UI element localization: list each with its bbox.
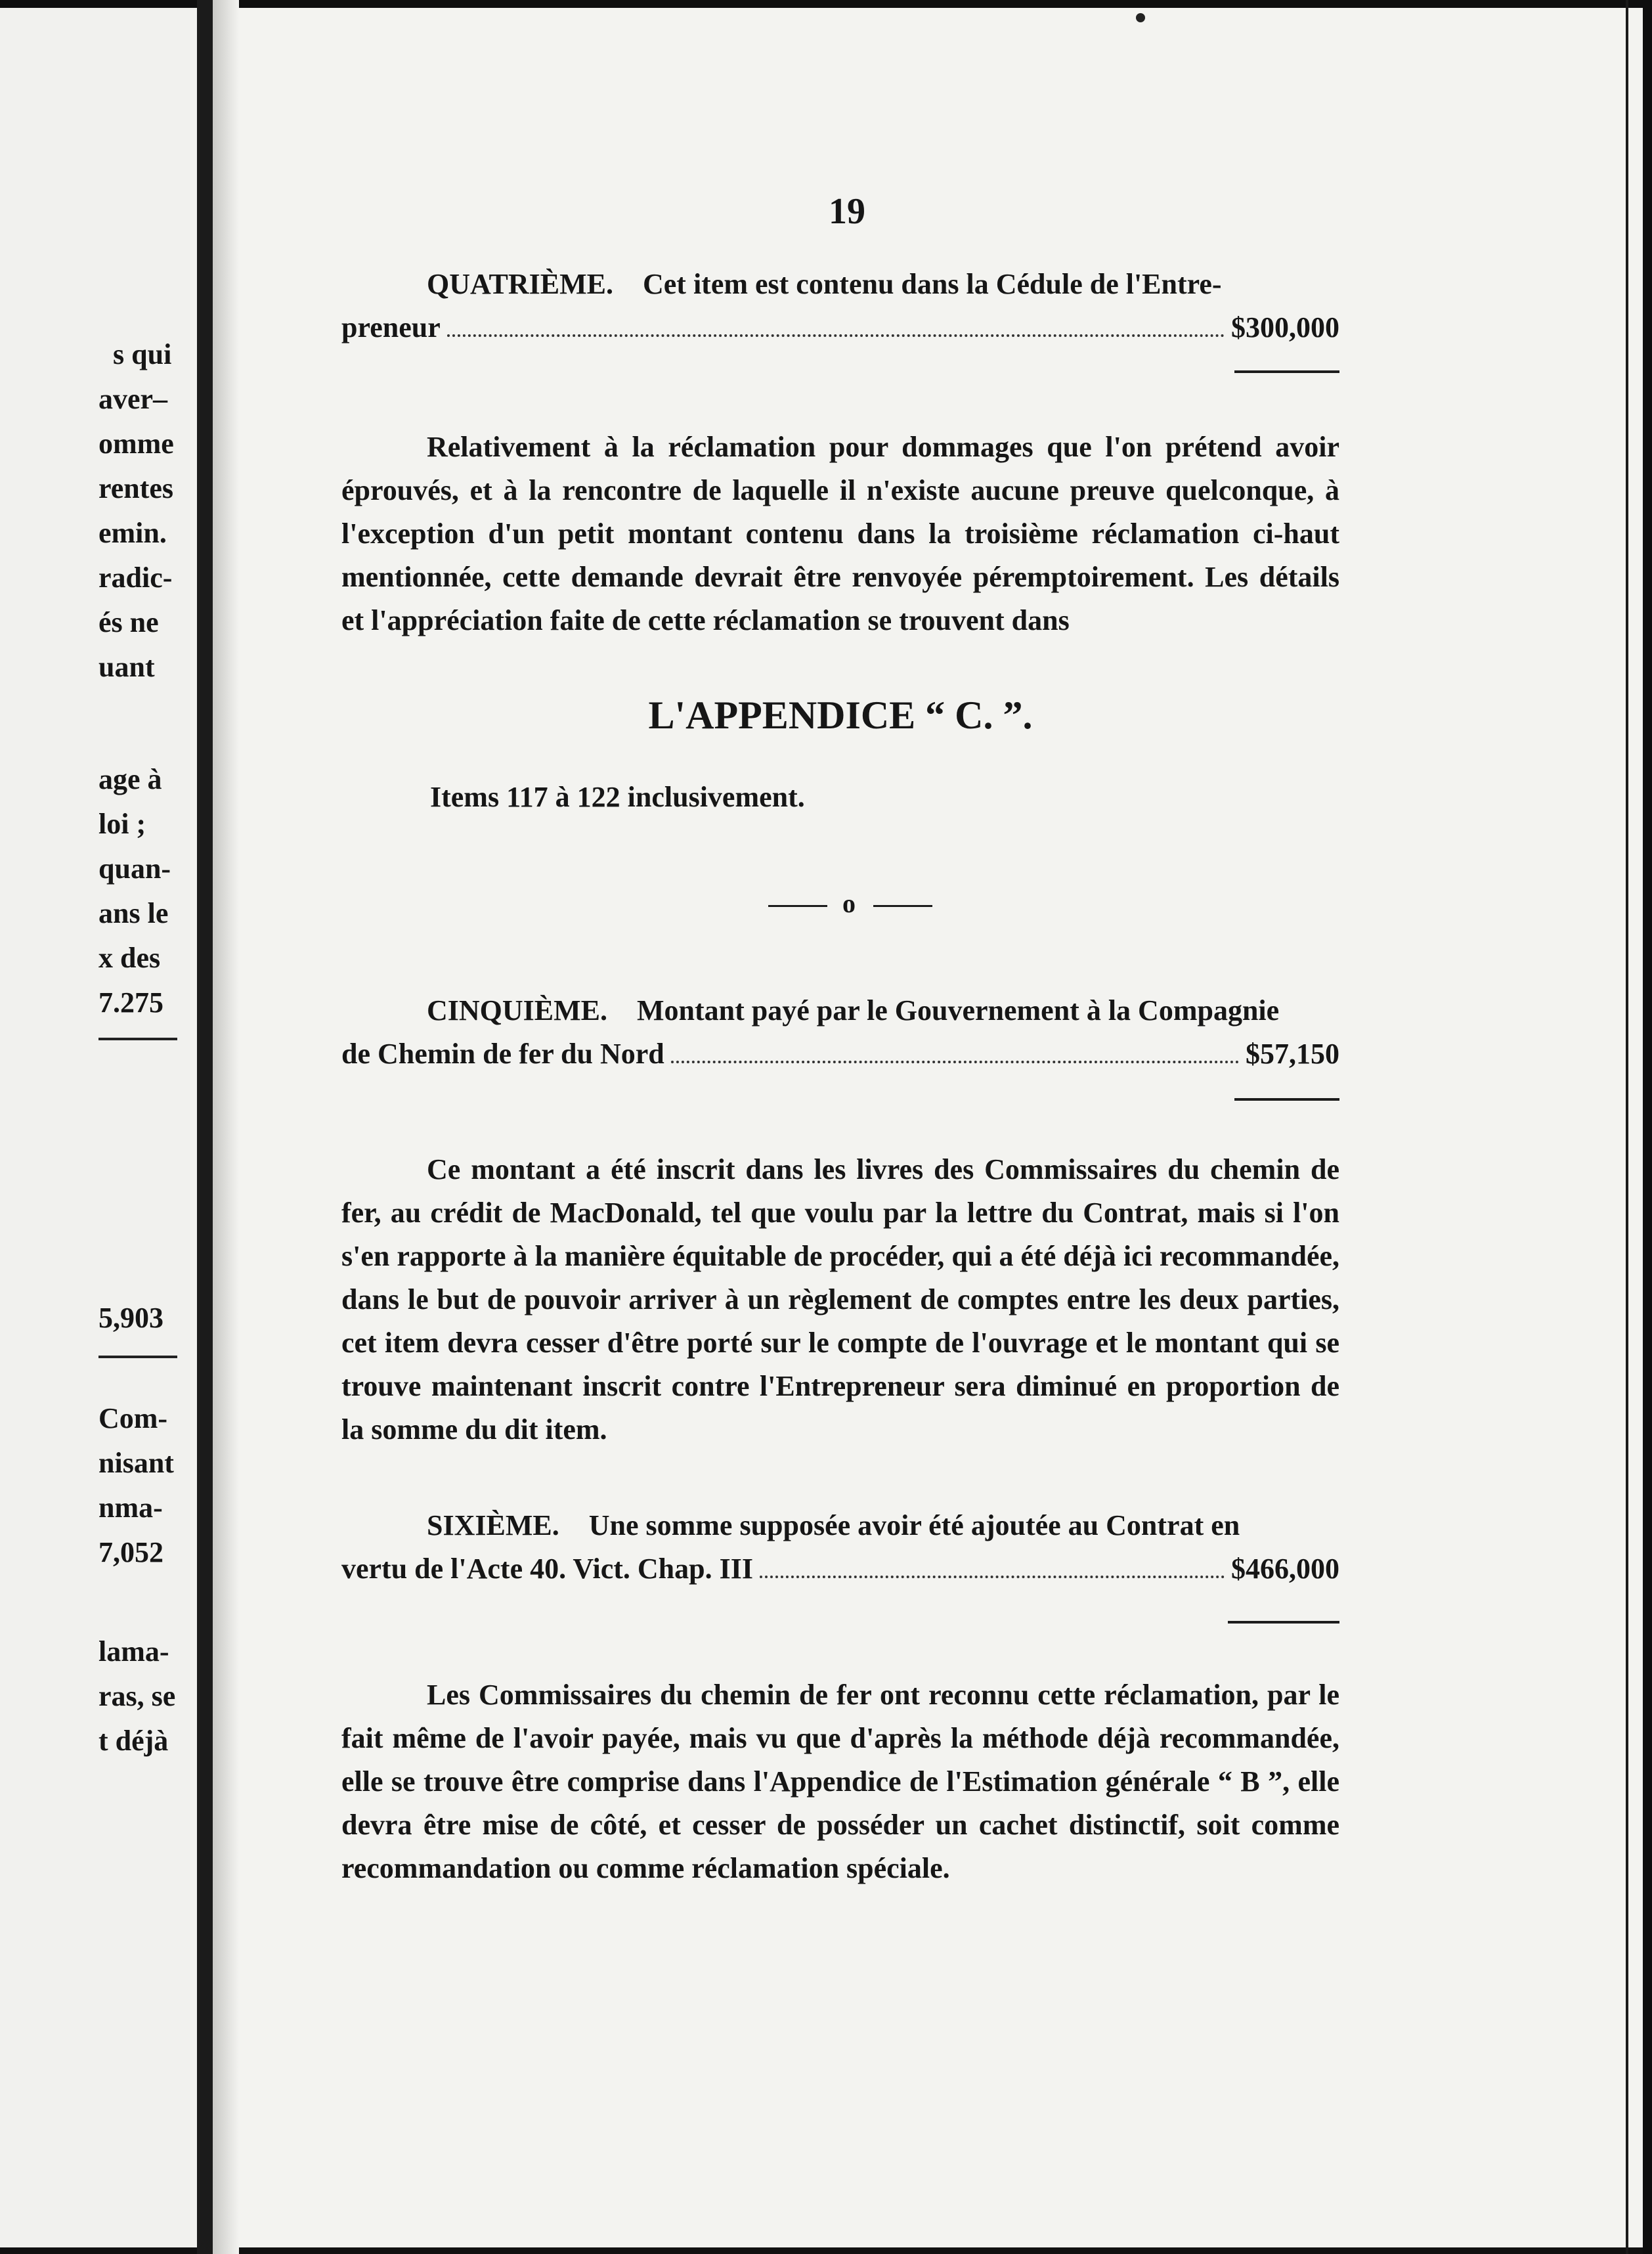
cinquieme-text: Montant payé par le Gouvernement à la Compagnie (637, 994, 1280, 1027)
quatrieme-text: Cet item est contenu dans la Cédule de l'Entre- (642, 268, 1222, 300)
gutter-shadow (213, 0, 239, 2254)
left-fragment: 7,052 (98, 1536, 163, 1568)
left-fragment: age à (98, 763, 162, 795)
sixieme-section (341, 1504, 1339, 1591)
scan-border-top (0, 0, 1652, 8)
sixieme-amount: $466,000 (1231, 1553, 1339, 1585)
left-fragment: Com- (98, 1402, 168, 1434)
left-fragment: és ne (98, 606, 159, 638)
left-fragment: emin. (98, 517, 167, 549)
page-number: 19 (829, 191, 865, 232)
left-fragment: 7.275 (98, 986, 163, 1019)
sixieme-text: Une somme supposée avoir été ajoutée au Contrat en (588, 1509, 1240, 1541)
quatrieme-text-cont: preneur (341, 311, 441, 343)
dot-leader (671, 1061, 1239, 1063)
left-fragment: uant (98, 651, 155, 683)
left-fragment: lama- (98, 1635, 169, 1668)
quatrieme-amount: $300,000 (1231, 311, 1339, 343)
scan-border-right (1643, 0, 1652, 2254)
reclamation-paragraph: Relativement à la réclamation pour dommages que l'on prétend avoir éprouvés, et à la rencontre de laquelle il n'existe aucune preuve quelconque, à l'exception d'un petit montant contenu dans la troisième réclamation ci-haut mentionnée, cette demande devrait être renvoyée péremptoirement. Les détails et l'appréciation faite de cette réclamation se trouvent dans (341, 431, 1339, 636)
cinquieme-text-cont: de Chemin de fer du Nord (341, 1038, 664, 1070)
amount-rule (1234, 370, 1339, 373)
sixieme-heading: SIXIÈME. (427, 1509, 559, 1541)
left-fragment: quan- (98, 852, 171, 885)
appendix-heading: L'APPENDICE “ C. ”. (648, 694, 1033, 737)
left-fragment: rentes (98, 472, 174, 504)
cinquieme-section (341, 989, 1339, 1076)
left-fragment: nisant (98, 1447, 174, 1479)
separator-rule-right (873, 905, 932, 907)
left-fragment: omme (98, 428, 174, 460)
amount-rule (1228, 1621, 1339, 1624)
left-fragment: 5,903 (98, 1302, 163, 1334)
cinquieme-amount: $57,150 (1246, 1038, 1339, 1070)
amount-rule (1234, 1098, 1339, 1101)
left-fragment: ans le (98, 897, 169, 929)
left-fragment: s qui (113, 338, 172, 370)
quatrieme-section (341, 263, 1339, 349)
quatrieme-heading: QUATRIÈME. (427, 268, 613, 300)
book-gutter (197, 0, 213, 2254)
ink-dot (1136, 13, 1145, 22)
sixieme-paragraph: Les Commissaires du chemin de fer ont reconnu cette réclamation, par le fait même de l'avoir payée, mais vu que d'après la méthode déjà recommandée, elle se trouve être comprise dans l'Appendice de l'Estimation générale “ B ”, elle devra être mise de côté, et cesser de posséder un cachet distinctif, soit comme recommandation ou comme réclamation spéciale. (341, 1679, 1339, 1884)
left-fragment: t déjà (98, 1725, 169, 1757)
cinquieme-paragraph: Ce montant a été inscrit dans les livres des Commissaires du chemin de fer, au crédit de MacDonald, tel que voulu par la lettre du Contrat, mais si l'on s'en rapporte à la manière équitable de procéder, qui a été déjà ici recommandée, dans le but de pouvoir arriver à un règlement de comptes entre les deux parties, cet item devra cesser d'être porté sur le compte de l'ouvrage et le montant qui se trouve maintenant inscrit contre l'Entrepreneur sera diminué en proportion de la somme du dit item. (341, 1153, 1339, 1446)
scan-border-bottom (0, 2247, 1652, 2254)
left-rule (98, 1356, 177, 1358)
items-line: Items 117 à 122 inclusivement. (430, 781, 805, 813)
separator-mark: o (842, 889, 856, 918)
left-fragment: aver– (98, 383, 168, 415)
dot-leader (447, 334, 1225, 337)
left-rule (98, 1038, 177, 1040)
sixieme-text-cont: vertu de l'Acte 40. Vict. Chap. III (341, 1553, 753, 1585)
left-fragment: loi ; (98, 808, 146, 840)
scan-border-right-line (1626, 0, 1628, 2254)
left-fragment: nma- (98, 1492, 163, 1524)
cinquieme-heading: CINQUIÈME. (427, 994, 608, 1027)
left-fragment: x des (98, 942, 161, 974)
left-fragment: radic- (98, 562, 173, 594)
dot-leader (760, 1576, 1225, 1578)
left-fragment: ras, se (98, 1680, 176, 1712)
separator-rule-left (768, 905, 827, 907)
